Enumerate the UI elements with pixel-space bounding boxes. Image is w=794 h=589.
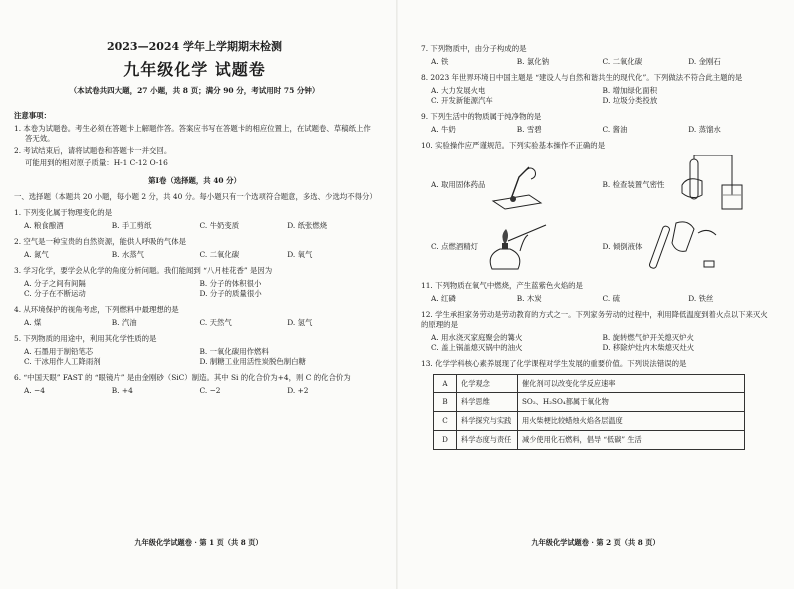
experiment-figures-row-2 — [421, 219, 774, 275]
question-stem: 10. 实验操作应严谨规范。下列实验基本操作不正确的是 — [421, 140, 606, 150]
option-a: A. 煤 — [24, 318, 42, 328]
option-b: B. 一氧化碳用作燃料 — [199, 347, 269, 357]
row-statement: SO₂、H₂SO₄都属于氧化物 — [518, 393, 745, 412]
row-letter: A — [434, 374, 457, 393]
option-c: C. −2 — [199, 386, 221, 396]
options — [431, 57, 774, 67]
option-d: D. 铁丝 — [688, 293, 714, 303]
figure-d — [603, 219, 775, 275]
option-a: A. 大力发展火电 — [431, 85, 486, 95]
question-stem: 1. 下列变化属于物理变化的是 — [14, 208, 113, 218]
atomic-mass-note: 可能用到的相对原子质量：H-1 C-12 O-16 — [25, 157, 168, 167]
question-6 — [14, 373, 375, 396]
table-row — [434, 393, 745, 412]
question-stem: 2. 空气是一种宝贵的自然资源，能供人呼吸的气体是 — [14, 237, 186, 247]
option-c: C. 硫 — [602, 293, 620, 303]
option-a: A. 分子之间有间隔 — [24, 279, 86, 289]
option-c: C. 盖上锅盖熄灭锅中的油火 — [431, 342, 523, 352]
option-b: B. 增加绿化面积 — [602, 85, 657, 95]
row-letter: B — [434, 393, 457, 412]
exam-year-title: 2023—2024 学年上学期期末检测 — [106, 40, 283, 53]
option-d: D. 移除炉灶内木柴熄灭灶火 — [602, 342, 695, 352]
question-stem: 6. “中国天眼” FAST 的 “眼镜片” 是由金刚砂（SiC）制造。其中 Si 的化合价为+4，则 C 的化合价为 — [14, 373, 351, 383]
question-stem: 5. 下列物质的用途中，利用其化学性质的是 — [14, 334, 157, 344]
section-heading: 一、选择题（本题共 20 小题，每小题 2 分，共 40 分。每小题只有一个选项符合题意，多选、少选均不得分） — [14, 192, 377, 202]
question-stem: 3. 学习化学，要学会从化学的角度分析问题。我们能闻到 “八月桂花香” 是因为 — [14, 266, 273, 276]
options — [24, 386, 375, 396]
notice-item-2: 2. 考试结束后，请将试题卷和答题卡一并交回。 — [14, 145, 172, 155]
options — [431, 125, 774, 135]
alcohol-lamp-figure — [482, 221, 562, 273]
option-b: B. 分子的体积很小 — [199, 279, 262, 289]
table-row — [434, 374, 745, 393]
notice-item-1: 1. 本卷为试题卷。考生必须在答题卡上解题作答。答案应书写在答题卡的相应位置上，在试题卷、草稿纸上作答无效。 — [14, 123, 371, 143]
option-c: C. 二氧化碳 — [602, 56, 643, 66]
question-11 — [421, 281, 774, 304]
question-12 — [421, 310, 774, 353]
option-d: D. 氧气 — [287, 250, 313, 260]
question-13 — [421, 359, 774, 450]
part-title: 第Ⅰ卷（选择题，共 40 分） — [148, 176, 241, 186]
option-a: A. 铁 — [431, 56, 449, 66]
question-9 — [421, 112, 774, 135]
option-a: A. 粮食酿酒 — [24, 221, 64, 231]
notice-title: 注意事项： — [14, 110, 51, 120]
option-a: A. 用水浇灭家庭聚会的篝火 — [431, 332, 523, 342]
experiment-figures-row-1 — [421, 155, 774, 215]
option-a: A. −4 — [24, 386, 45, 396]
exam-title: 九年级化学 试题卷 — [123, 59, 266, 79]
options — [431, 294, 774, 304]
airtightness-figure — [668, 155, 748, 215]
question-stem: 8. 2023 年世界环境日中国主题是 “建设人与自然和谐共生的现代化”。下列做法不符合此主题的是 — [421, 72, 743, 82]
row-statement: 用火柴梗比较蜡烛火焰各层温度 — [518, 412, 745, 431]
row-statement: 减少使用化石燃料，倡导 “低碳” 生活 — [518, 430, 745, 449]
table-row — [434, 430, 745, 449]
option-c: C. 二氧化碳 — [199, 250, 240, 260]
options — [24, 347, 375, 367]
option-c: C. 酱油 — [602, 124, 628, 134]
option-b: B. 水蒸气 — [111, 250, 145, 260]
page-footer: 九年级化学试题卷 · 第 1 页（共 8 页） — [134, 538, 263, 548]
question-7 — [421, 44, 774, 67]
page-2 — [397, 0, 794, 589]
option-b: B. +4 — [111, 386, 133, 396]
options — [431, 86, 774, 106]
options — [24, 221, 375, 231]
options — [24, 318, 375, 328]
option-a: A. 红磷 — [431, 293, 456, 303]
option-d: D. 纸张燃烧 — [287, 221, 328, 231]
options — [24, 279, 375, 299]
question-4 — [14, 305, 375, 328]
option-b: B. 雪碧 — [516, 124, 542, 134]
question-stem: 11. 下列物质在氧气中燃烧，产生蓝紫色火焰的是 — [421, 280, 583, 290]
question-stem: 12. 学生承担家务劳动是劳动教育的方式之一。下列家务劳动的过程中，利用降低温度到着火点以下来灭火的原理的是 — [421, 309, 768, 329]
question-stem: 9. 下列生活中的物质属于纯净物的是 — [421, 111, 542, 121]
row-category: 化学观念 — [457, 374, 518, 393]
question-2 — [14, 237, 375, 260]
row-category: 科学探究与实践 — [457, 412, 518, 431]
options — [24, 250, 375, 260]
figure-c — [431, 221, 603, 273]
option-d: D. 氢气 — [287, 318, 313, 328]
pour-liquid-figure — [646, 219, 726, 275]
options — [431, 333, 774, 353]
option-d: D. 制糖工业用活性炭脱色制白糖 — [199, 357, 306, 367]
figure-a — [431, 159, 603, 211]
option-d: D. 分子的质量很小 — [199, 289, 262, 299]
notice-block — [14, 111, 375, 168]
option-d: D. 垃圾分类投放 — [602, 95, 658, 105]
question-5 — [14, 334, 375, 367]
option-b: B. 检查装置气密性 — [602, 179, 665, 189]
option-b: B. 氯化钠 — [516, 56, 550, 66]
option-c: C. 开发新能源汽车 — [431, 95, 493, 105]
literacy-table — [433, 374, 745, 450]
row-statement: 催化剂可以改变化学反应速率 — [518, 374, 745, 393]
option-b: B. 手工剪纸 — [111, 221, 152, 231]
question-8 — [421, 73, 774, 106]
option-a: A. 氮气 — [24, 250, 49, 260]
row-letter: C — [434, 412, 457, 431]
option-c: C. 分子在不断运动 — [24, 289, 86, 299]
option-d: D. 金刚石 — [688, 56, 721, 66]
option-a: A. 牛奶 — [431, 124, 456, 134]
option-c: C. 牛奶变质 — [199, 221, 240, 231]
question-10 — [421, 141, 774, 275]
solid-reagent-figure — [489, 159, 549, 211]
row-category: 科学思维 — [457, 393, 518, 412]
question-3 — [14, 266, 375, 299]
option-b: B. 木炭 — [516, 293, 542, 303]
option-c: C. 天然气 — [199, 318, 232, 328]
table-row — [434, 412, 745, 431]
exam-info: （本试卷共四大题，27 小题，共 8 页；满分 90 分，考试用时 75 分钟） — [69, 86, 320, 96]
figure-b — [603, 155, 775, 215]
option-b: B. 汽油 — [111, 318, 137, 328]
option-b: B. 旋转燃气炉开关熄灭炉火 — [602, 332, 694, 342]
question-stem: 7. 下列物质中，由分子构成的是 — [421, 44, 527, 53]
page-footer: 九年级化学试题卷 · 第 2 页（共 8 页） — [531, 538, 660, 548]
option-c: C. 干冰用作人工降雨剂 — [24, 357, 101, 367]
option-a: A. 石墨用于制铅笔芯 — [24, 347, 94, 357]
question-1 — [14, 208, 375, 231]
option-a: A. 取用固体药品 — [431, 179, 486, 189]
option-c: C. 点燃酒精灯 — [431, 241, 479, 251]
question-stem: 4. 从环境保护的视角考虑，下列燃料中最理想的是 — [14, 305, 179, 315]
option-d: D. 蒸馏水 — [688, 124, 721, 134]
option-d: D. 倾倒液体 — [602, 241, 643, 251]
row-category: 科学态度与责任 — [457, 430, 518, 449]
question-stem: 13. 化学学科核心素养展现了化学课程对学生发展的重要价值。下列说法错误的是 — [421, 358, 687, 368]
option-d: D. +2 — [287, 386, 309, 396]
row-letter: D — [434, 430, 457, 449]
